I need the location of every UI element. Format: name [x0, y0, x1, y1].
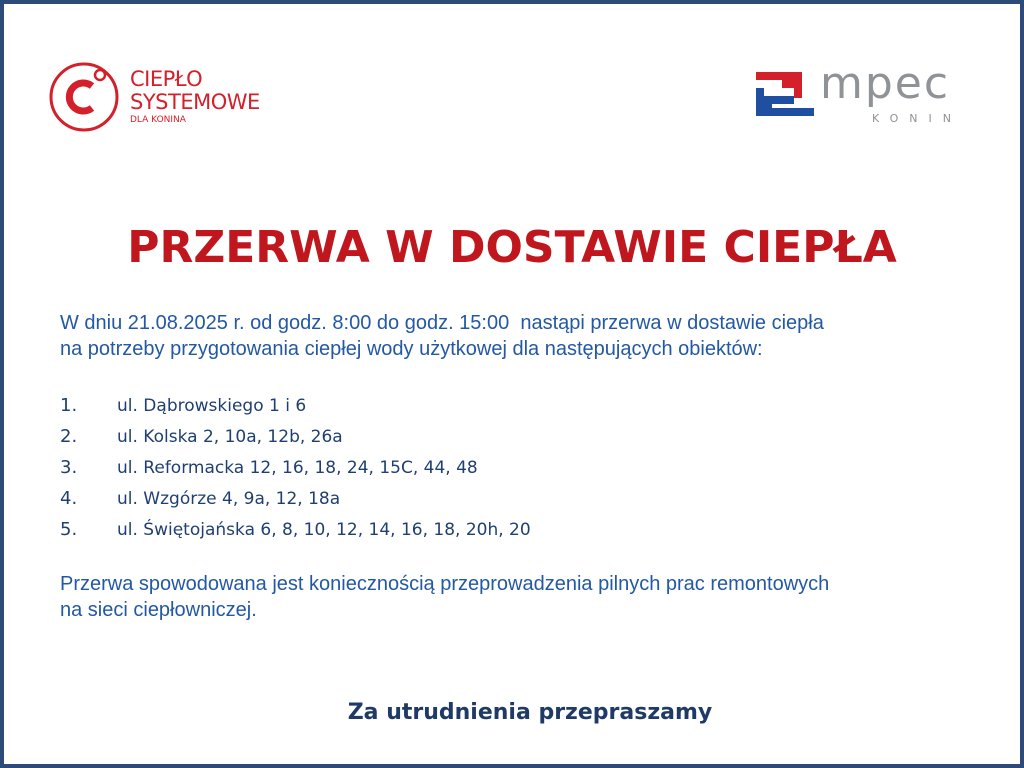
reason-paragraph: [60, 571, 1000, 623]
reason-line-2: na sieci ciepłowniczej.: [60, 599, 257, 621]
reason-line-1: Przerwa spowodowana jest koniecznością przeprowadzenia pilnych prac remontowych: [60, 573, 830, 595]
list-item-text: ul. Wzgórze 4, 9a, 12, 18a: [117, 488, 341, 509]
list-item-text: ul. Dąbrowskiego 1 i 6: [117, 395, 307, 416]
list-item-text: ul. Kolska 2, 10a, 12b, 26a: [117, 426, 343, 447]
logo-text-line3: DLA KONINA: [130, 115, 186, 125]
ciepło-systemowe-c-logo-icon: [48, 61, 120, 133]
list-item: [60, 514, 760, 545]
mpec-wordmark: mpec: [820, 58, 951, 109]
list-item-number: 5.: [60, 519, 78, 540]
list-item-text: ul. Reformacka 12, 16, 18, 24, 15C, 44, 48: [117, 457, 478, 478]
list-item-number: 2.: [60, 426, 78, 447]
mpec-city-label: KONIN: [872, 112, 962, 125]
cieplo-systemowe-logo: [48, 61, 288, 133]
notice-title: PRZERWA W DOSTAWIE CIEPŁA: [127, 222, 897, 273]
intro-paragraph: [60, 310, 1000, 362]
objects-list: [60, 390, 760, 545]
mpec-konin-logo: [754, 58, 984, 128]
list-item: [60, 452, 760, 483]
list-item: [60, 483, 760, 514]
list-item-text: ul. Świętojańska 6, 8, 10, 12, 14, 16, 18, 20h, 20: [117, 519, 531, 540]
list-item-number: 3.: [60, 457, 78, 478]
list-item: [60, 421, 760, 452]
logo-text-line2: SYSTEMOWE: [130, 90, 260, 114]
list-item-number: 1.: [60, 395, 78, 416]
list-item: [60, 390, 760, 421]
apology-text: Za utrudnienia przepraszamy: [347, 700, 713, 725]
intro-line-2: na potrzeby przygotowania ciepłej wody użytkowej dla następujących obiektów:: [60, 338, 763, 360]
mpec-logo-icon: [754, 68, 818, 120]
logo-text-line1: CIEPŁO: [130, 67, 203, 91]
list-item-number: 4.: [60, 488, 78, 509]
intro-line-1: W dniu 21.08.2025 r. od godz. 8:00 do godz. 15:00 nastąpi przerwa w dostawie ciepła: [60, 312, 824, 334]
